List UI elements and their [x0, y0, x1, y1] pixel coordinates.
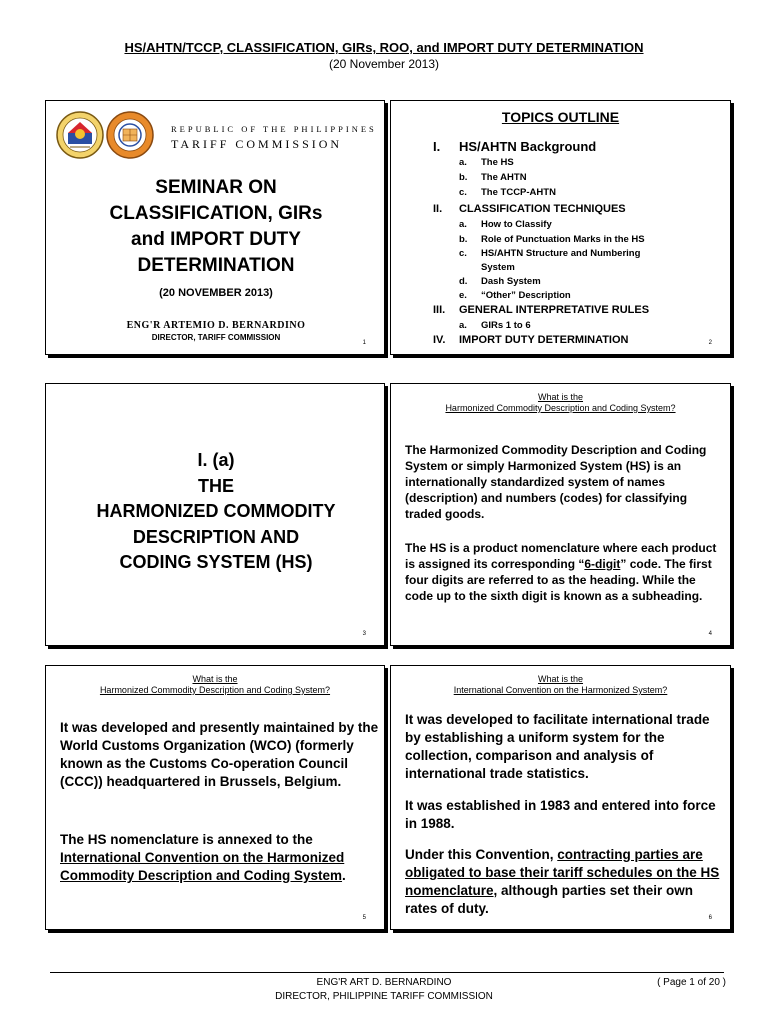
outline-label: Dash System — [481, 276, 541, 287]
outline-item — [459, 219, 552, 230]
outline-section — [433, 203, 626, 215]
outline-letter: a. — [459, 157, 467, 168]
section-title — [56, 448, 376, 576]
outline-letter: e. — [459, 290, 467, 301]
outline-letter: c. — [459, 248, 467, 259]
outline-label: “Other” Description — [481, 290, 571, 301]
document-date: (20 November 2013) — [328, 57, 440, 71]
outline-letter: a. — [459, 219, 467, 230]
slide-number: 3 — [362, 631, 366, 637]
outline-number: II. — [433, 203, 443, 215]
outline-label: HS/AHTN Structure and Numbering — [481, 248, 641, 259]
outline-number: I. — [433, 139, 441, 154]
text-run: Under this Convention, — [405, 847, 558, 862]
slide-heading — [46, 674, 384, 696]
purpose-paragraph: It was developed to facilitate international trade by establishing a uniform system for the collection, comparison and analysis of international trade statistics. — [405, 712, 710, 781]
seminar-date: (20 NOVEMBER 2013) — [159, 287, 273, 299]
outline-label: IMPORT DUTY DETERMINATION — [459, 334, 629, 346]
outline-item — [459, 157, 514, 168]
seminar-title — [66, 175, 366, 279]
outline-section — [433, 334, 628, 346]
outline-section — [433, 139, 596, 154]
slide-heading-line: International Convention on the Harmonized System? — [453, 685, 668, 695]
seminar-title-line: and IMPORT DUTY — [131, 229, 301, 250]
slide-number: 2 — [708, 340, 712, 346]
agency-label: TARIFF COMMISSION — [171, 137, 343, 151]
text-run: . — [342, 868, 346, 883]
outline-item — [459, 290, 571, 301]
presenter-name: ENG'R ARTEMIO D. BERNARDINO — [126, 320, 306, 331]
slide-4 — [390, 383, 731, 646]
obligation-paragraph — [405, 846, 725, 918]
outline-letter: c. — [459, 187, 467, 198]
slide-number: 4 — [708, 631, 712, 637]
outline-item — [459, 248, 640, 259]
footer-page-number: ( Page 1 of 20 ) — [657, 977, 726, 988]
outline-title: TOPICS OUTLINE — [501, 109, 620, 125]
slide-3 — [45, 383, 385, 646]
slide-6 — [390, 665, 731, 930]
outline-number: III. — [433, 304, 446, 316]
hs-definition-paragraph: The Harmonized Commodity Description and Coding System or simply Harmonized System (HS) is an internationally standardized system of names (description) and numbers (codes) for classifying traded goods. — [405, 443, 707, 521]
outline-item-continued — [459, 262, 515, 273]
wco-paragraph: It was developed and presently maintained by the World Customs Organization (WCO) (formerly known as the Customs Co-operation Council (CCC)) headquartered in Brussels, Belgium. — [60, 720, 379, 789]
slide-number: 6 — [708, 915, 712, 921]
outline-number: IV. — [433, 334, 446, 346]
convention-emphasis: International Convention on the Harmonized Commodity Description and Coding System — [60, 850, 345, 883]
outline-label: Role of Punctuation Marks in the HS — [481, 234, 645, 245]
presenter-role: DIRECTOR, TARIFF COMMISSION — [151, 333, 281, 342]
slide-2 — [390, 100, 731, 355]
outline-label: CLASSIFICATION TECHNIQUES — [459, 203, 626, 215]
outline-label: GIRs 1 to 6 — [481, 320, 531, 331]
footer-divider — [50, 972, 724, 973]
outline-label: The TCCP-AHTN — [481, 187, 556, 198]
six-digit-emphasis: 6-digit — [584, 557, 621, 571]
outline-letter: b. — [459, 234, 468, 245]
outline-item — [459, 187, 556, 198]
slide-1 — [45, 100, 385, 355]
text-run: , although parties set their own rates of duty. — [405, 883, 694, 916]
tariff-commission-seal-icon — [106, 111, 154, 159]
text-run: The HS is a product nomenclature where each product is assigned its corresponding “ — [405, 541, 717, 571]
slide-number: 1 — [362, 340, 366, 346]
section-title-line: CODING SYSTEM (HS) — [119, 552, 313, 572]
section-title-line: THE — [198, 475, 234, 496]
slide-heading — [391, 392, 730, 414]
hs-nomenclature-paragraph — [405, 540, 720, 604]
slide-heading-line: What is the — [537, 392, 584, 402]
outline-label: GENERAL INTERPRETATIVE RULES — [459, 304, 650, 316]
slide-heading — [391, 674, 730, 696]
outline-item — [459, 172, 527, 183]
outline-label: The HS — [481, 157, 514, 168]
slide-heading-line: Harmonized Commodity Description and Coding System? — [99, 685, 331, 695]
section-title-line: HARMONIZED COMMODITY — [96, 501, 336, 521]
section-title-line: I. (a) — [197, 450, 235, 470]
seminar-title-line: SEMINAR ON — [155, 177, 277, 198]
document-title: HS/AHTN/TCCP, CLASSIFICATION, GIRs, ROO, and IMPORT DUTY DETERMINATION — [124, 40, 644, 55]
slide-heading-line: Harmonized Commodity Description and Coding System? — [445, 403, 676, 413]
outline-label: System — [481, 262, 515, 273]
slide-heading-line: What is the — [192, 674, 238, 684]
outline-label: The AHTN — [481, 172, 527, 183]
outline-letter: d. — [459, 276, 468, 287]
slide-heading-line: What is the — [537, 674, 584, 684]
footer-author-role: DIRECTOR, PHILIPPINE TARIFF COMMISSION — [275, 991, 493, 1002]
outline-letter: b. — [459, 172, 468, 183]
text-run: ” code. The first four digits are referred to as the heading. While the code up to the sixth digit is known as a subheading. — [405, 557, 712, 603]
outline-item — [459, 234, 645, 245]
outline-item — [459, 276, 541, 287]
obligation-emphasis: contracting parties are obligated to base their tariff schedules on the HS nomenclature — [405, 847, 720, 898]
republic-label: REPUBLIC OF THE PHILIPPINES — [171, 124, 377, 134]
slide-5 — [45, 665, 385, 930]
section-title-line: DESCRIPTION AND — [132, 526, 300, 547]
seminar-title-line: DETERMINATION — [137, 255, 295, 276]
footer-author: ENG'R ART D. BERNARDINO — [316, 977, 452, 988]
outline-section — [433, 304, 649, 316]
slide-number: 5 — [362, 915, 366, 921]
outline-letter: a. — [459, 320, 467, 331]
outline-label: How to Classify — [481, 219, 552, 230]
established-paragraph: It was established in 1983 and entered into force in 1988. — [405, 798, 716, 831]
convention-paragraph — [60, 831, 380, 885]
philippine-seal-icon — [56, 111, 104, 159]
seminar-title-line: CLASSIFICATION, GIRs — [109, 203, 323, 224]
outline-item — [459, 320, 531, 331]
text-run: The HS nomenclature is annexed to the — [60, 832, 313, 847]
outline-label: HS/AHTN Background — [459, 139, 597, 154]
